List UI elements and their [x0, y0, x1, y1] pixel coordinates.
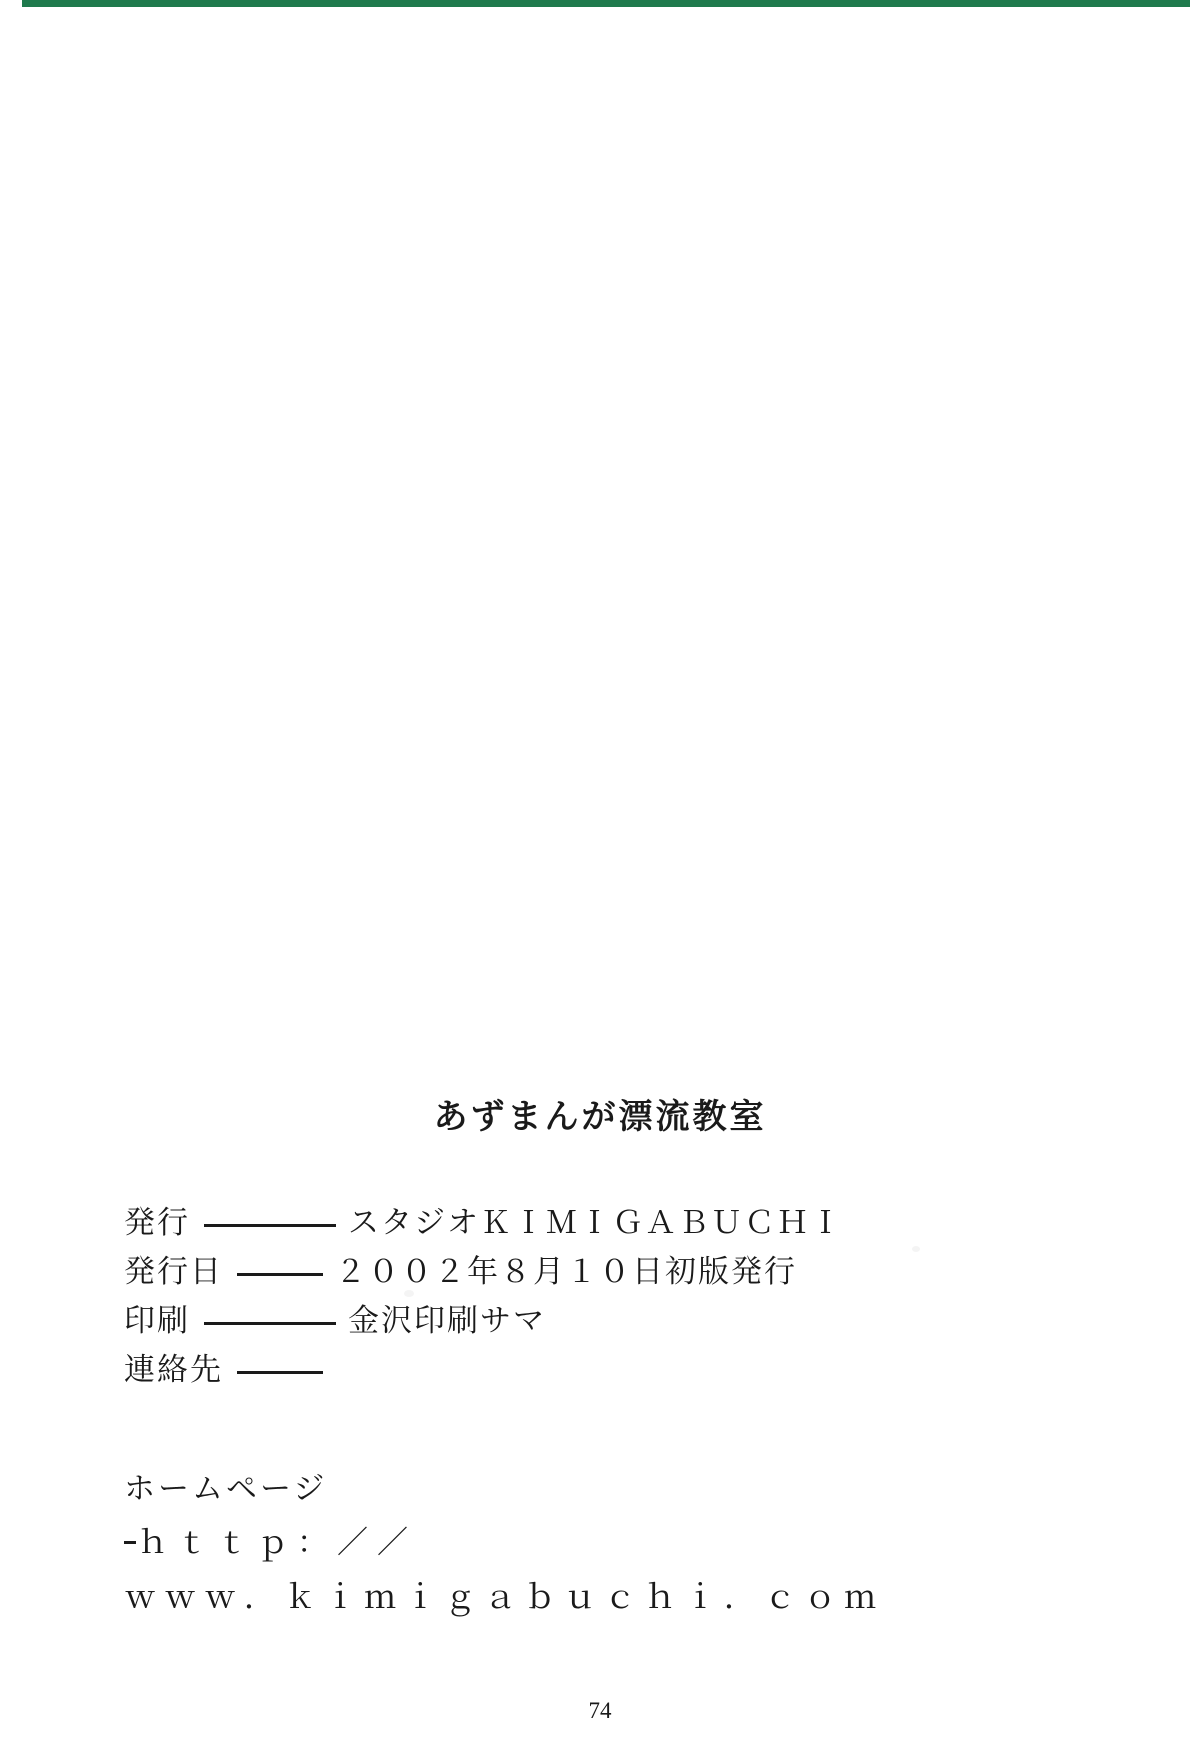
credit-value: 金沢印刷サマ [348, 1303, 546, 1339]
leading-dash-mark [124, 1541, 136, 1544]
credit-value: スタジオＫＩＭＩＧＡＢＵＣＨＩ [348, 1205, 843, 1241]
credit-rule [204, 1322, 336, 1325]
credit-label: 発行 [124, 1205, 190, 1241]
credit-row [124, 1246, 1064, 1295]
credit-label: 発行日 [124, 1254, 223, 1290]
homepage-url-host[interactable]: ｗｗｗ．ｋｉｍｉｇａｂｕｃｈｉ．ｃｏｍ [124, 1578, 885, 1616]
credits-block [124, 1197, 1064, 1393]
homepage-heading: ホームページ [124, 1471, 328, 1507]
homepage-url-protocol-line [124, 1516, 1124, 1570]
credit-rule [237, 1371, 323, 1374]
credit-label: 連絡先 [124, 1352, 223, 1388]
page-title: あずまんが漂流教室 [433, 1096, 767, 1137]
credit-value: ２００２年８月１０日初版発行 [335, 1254, 797, 1290]
credit-label: 印刷 [124, 1303, 190, 1339]
credit-rule [204, 1224, 336, 1227]
credit-rule [237, 1273, 323, 1276]
credit-row [124, 1344, 1064, 1393]
credit-row [124, 1197, 1064, 1246]
page-number: 74 [588, 1698, 612, 1723]
homepage-block [124, 1462, 1124, 1624]
homepage-url-protocol[interactable]: ｈｔｔｐ：／／ [137, 1525, 417, 1561]
credit-row [124, 1295, 1064, 1344]
